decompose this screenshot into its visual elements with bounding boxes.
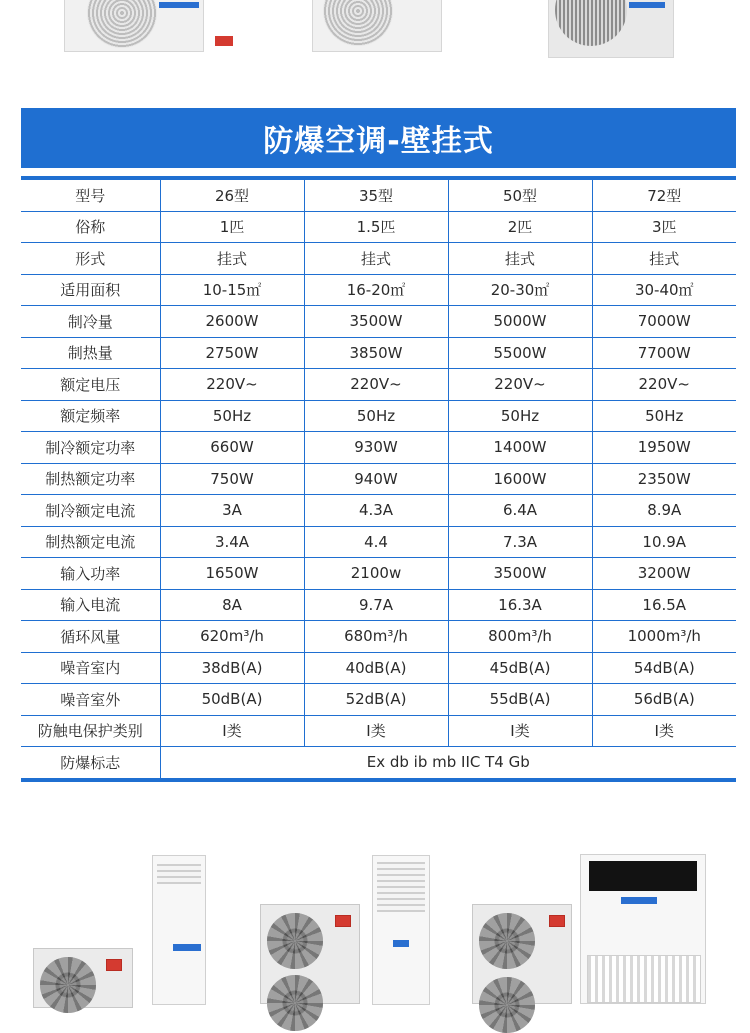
table-cell: 8.9A (592, 495, 736, 527)
table-row (21, 715, 736, 747)
table-row (21, 652, 736, 684)
table-cell: 45dB(A) (448, 652, 592, 684)
table-cell: Ⅰ类 (304, 715, 448, 747)
table-cell: 2350W (592, 463, 736, 495)
brand-label (173, 944, 201, 951)
top-product-photos (0, 0, 750, 62)
outdoor-unit-image (312, 0, 442, 52)
title-banner (21, 108, 736, 168)
table-cell: 7000W (592, 306, 736, 338)
table-cell: 20-30㎡ (448, 274, 592, 306)
table-row (21, 211, 736, 243)
ex-badge-icon (106, 959, 122, 971)
row-label: 俗称 (21, 211, 160, 243)
row-label: 制冷量 (21, 306, 160, 338)
cabinet-unit-image (372, 855, 430, 1005)
table-cell: 1.5匹 (304, 211, 448, 243)
table-cell: 1650W (160, 558, 304, 590)
table-cell: 挂式 (592, 243, 736, 275)
ex-badge-icon (215, 36, 233, 46)
table-cell: 3850W (304, 337, 448, 369)
outdoor-unit-image (33, 948, 133, 1008)
table-cell: Ⅰ类 (592, 715, 736, 747)
table-cell: 55dB(A) (448, 684, 592, 716)
table-cell: 10.9A (592, 526, 736, 558)
table-cell: 54dB(A) (592, 652, 736, 684)
ex-badge-icon (335, 915, 351, 927)
table-cell: 挂式 (304, 243, 448, 275)
table-cell: 40dB(A) (304, 652, 448, 684)
table-cell: 5500W (448, 337, 592, 369)
ex-badge-icon (549, 915, 565, 927)
row-label: 制冷额定电流 (21, 495, 160, 527)
spec-table-body (21, 178, 736, 780)
table-cell: 1400W (448, 432, 592, 464)
fan-grille-icon (323, 0, 393, 46)
table-cell: 3.4A (160, 526, 304, 558)
table-cell: 4.3A (304, 495, 448, 527)
vent-grille (587, 955, 701, 1003)
table-cell: 35型 (304, 178, 448, 211)
brand-label (393, 940, 409, 947)
fan-grille-icon (87, 0, 157, 48)
fan-icon (40, 957, 96, 1013)
table-row (21, 432, 736, 464)
table-cell: 3500W (304, 306, 448, 338)
row-label: 防触电保护类别 (21, 715, 160, 747)
table-row (21, 621, 736, 653)
table-cell: 7.3A (448, 526, 592, 558)
table-cell: 680m³/h (304, 621, 448, 653)
table-row (21, 400, 736, 432)
table-cell: 750W (160, 463, 304, 495)
outdoor-unit-image (548, 0, 674, 58)
row-label: 制热量 (21, 337, 160, 369)
fan-icon (267, 913, 323, 969)
row-label: 防爆标志 (21, 747, 160, 780)
table-row (21, 495, 736, 527)
display-panel (589, 861, 697, 891)
table-cell: 挂式 (160, 243, 304, 275)
table-cell: 50Hz (448, 400, 592, 432)
table-cell: 660W (160, 432, 304, 464)
brand-label (621, 897, 657, 904)
outdoor-unit-image (472, 904, 572, 1004)
table-cell: 220V~ (160, 369, 304, 401)
fan-icon (479, 977, 535, 1033)
row-label: 适用面积 (21, 274, 160, 306)
row-label: 循环风量 (21, 621, 160, 653)
table-row (21, 306, 736, 338)
vent-grille (157, 864, 201, 884)
table-cell: 7700W (592, 337, 736, 369)
table-cell: 800m³/h (448, 621, 592, 653)
table-cell: 8A (160, 589, 304, 621)
row-label: 制冷额定功率 (21, 432, 160, 464)
table-row-marking (21, 747, 736, 780)
table-cell: 72型 (592, 178, 736, 211)
table-cell: 16.3A (448, 589, 592, 621)
row-label: 型号 (21, 178, 160, 211)
table-cell: 930W (304, 432, 448, 464)
table-cell: 1匹 (160, 211, 304, 243)
table-row (21, 463, 736, 495)
table-cell: 56dB(A) (592, 684, 736, 716)
row-label: 额定电压 (21, 369, 160, 401)
row-label: 制热额定电流 (21, 526, 160, 558)
bottom-product-photos (0, 850, 750, 1000)
table-cell: 50Hz (304, 400, 448, 432)
table-cell: 50型 (448, 178, 592, 211)
outdoor-unit-image (260, 904, 360, 1004)
table-cell: 940W (304, 463, 448, 495)
table-cell: 50Hz (160, 400, 304, 432)
outdoor-unit-image (64, 0, 204, 52)
row-label: 输入功率 (21, 558, 160, 590)
table-cell: 3匹 (592, 211, 736, 243)
table-row (21, 178, 736, 211)
cabinet-unit-image (152, 855, 206, 1005)
brand-label (629, 2, 665, 8)
table-cell: 52dB(A) (304, 684, 448, 716)
table-cell: Ⅰ类 (160, 715, 304, 747)
table-cell: 1950W (592, 432, 736, 464)
table-row (21, 274, 736, 306)
explosion-proof-marking: Ex db ib mb IIC T4 Gb (160, 747, 736, 780)
vent-grille (377, 862, 425, 912)
brand-label (159, 2, 199, 8)
table-row (21, 243, 736, 275)
table-cell: 50dB(A) (160, 684, 304, 716)
page-title: 防爆空调-壁挂式 (263, 124, 494, 159)
table-row (21, 369, 736, 401)
table-cell: 9.7A (304, 589, 448, 621)
table-cell: 3200W (592, 558, 736, 590)
table-cell: 220V~ (448, 369, 592, 401)
spec-table (21, 176, 736, 782)
table-row (21, 684, 736, 716)
table-cell: 1600W (448, 463, 592, 495)
table-cell: 10-15㎡ (160, 274, 304, 306)
table-cell: 30-40㎡ (592, 274, 736, 306)
table-row (21, 589, 736, 621)
fan-grille-icon (555, 0, 627, 46)
table-cell: 16-20㎡ (304, 274, 448, 306)
table-cell: 挂式 (448, 243, 592, 275)
table-cell: 220V~ (592, 369, 736, 401)
table-row (21, 337, 736, 369)
row-label: 制热额定功率 (21, 463, 160, 495)
table-cell: 50Hz (592, 400, 736, 432)
fan-icon (267, 975, 323, 1031)
table-cell: Ⅰ类 (448, 715, 592, 747)
row-label: 噪音室内 (21, 652, 160, 684)
table-cell: 2匹 (448, 211, 592, 243)
table-cell: 26型 (160, 178, 304, 211)
table-cell: 3500W (448, 558, 592, 590)
table-cell: 4.4 (304, 526, 448, 558)
table-cell: 2600W (160, 306, 304, 338)
table-cell: 3A (160, 495, 304, 527)
fan-icon (479, 913, 535, 969)
cabinet-unit-image (580, 854, 706, 1004)
row-label: 噪音室外 (21, 684, 160, 716)
table-cell: 5000W (448, 306, 592, 338)
table-cell: 16.5A (592, 589, 736, 621)
table-cell: 6.4A (448, 495, 592, 527)
table-cell: 38dB(A) (160, 652, 304, 684)
table-cell: 2100w (304, 558, 448, 590)
table-cell: 220V~ (304, 369, 448, 401)
row-label: 额定频率 (21, 400, 160, 432)
row-label: 形式 (21, 243, 160, 275)
row-label: 输入电流 (21, 589, 160, 621)
table-cell: 620m³/h (160, 621, 304, 653)
table-cell: 1000m³/h (592, 621, 736, 653)
table-row (21, 526, 736, 558)
table-cell: 2750W (160, 337, 304, 369)
table-row (21, 558, 736, 590)
